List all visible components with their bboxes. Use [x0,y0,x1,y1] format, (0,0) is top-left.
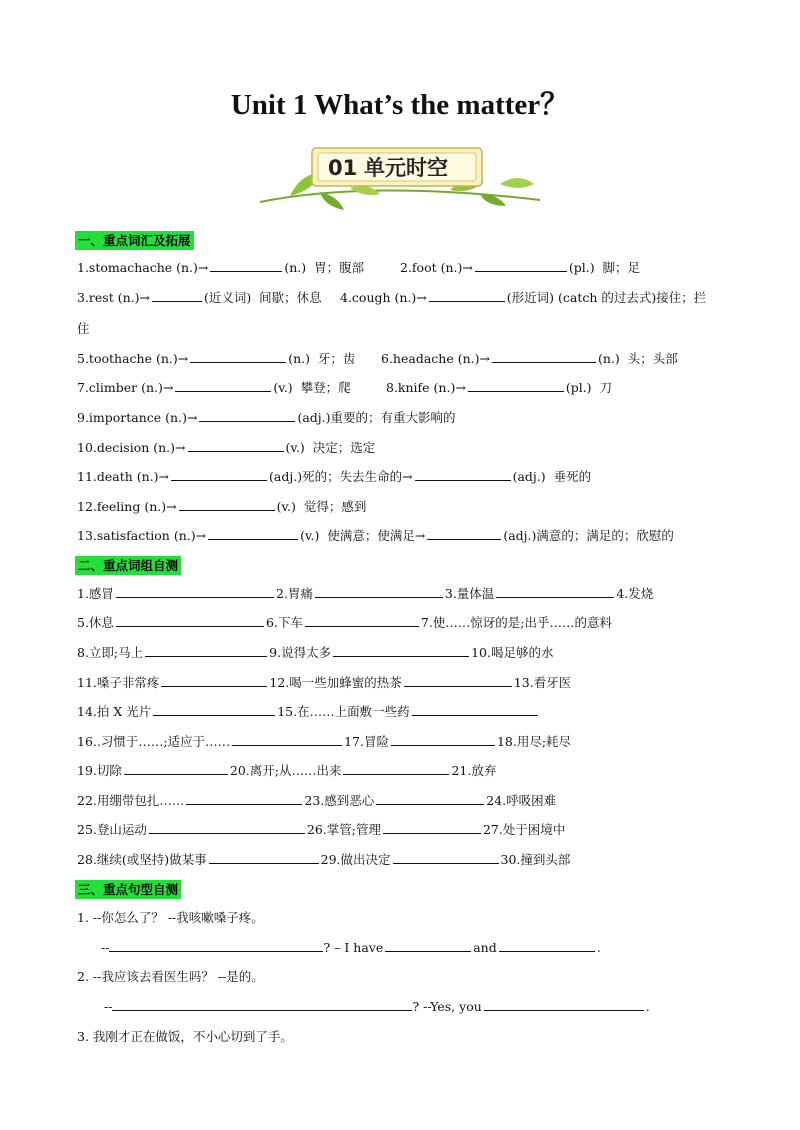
vocab-line-7: 7.climber (n.)→ (v.) 攀登；爬 [77,380,351,395]
phrase-row-8: 22.用绷带包扎…… 23.感到恶心 24.呼吸困难 [77,793,557,808]
sentence-3-prompt: 3. 我刚才正在做饭，不小心切到了手。 [77,1029,293,1044]
vocab-line-1: 1.stomachache (n.)→ (n.) 胃；腹部 [77,260,365,275]
page-title: Unit 1 What’s the matter？ [230,89,570,121]
vocab-line-12: 12.feeling (n.)→ (v.) 觉得；感到 [77,499,367,514]
vocab-line-6: 6.headache (n.)→ (n.) 头；头部 [381,351,678,366]
sentence-2-prompt: 2. --我应该去看医生吗？ --是的。 [77,969,264,984]
banner-text: 单元时空 [364,156,448,180]
vocab-line-5: 5.toothache (n.)→ (n.) 牙；齿 [77,351,356,366]
sentence-1-prompt: 1. --你怎么了？ --我咳嗽嗓子疼。 [77,910,264,925]
vocab-line-10: 10.decision (n.)→ (v.) 决定；选定 [77,440,376,455]
vocab-line-9: 9.importance (n.)→ (adj.)重要的；有重大影响的 [77,410,456,425]
phrase-row-2: 5.休息 6.下车 7.使……惊讶的是;出乎……的意料 [77,615,613,630]
phrase-row-9: 25.登山运动 26.掌管;管理 27.处于困境中 [77,822,566,837]
vocab-line-2: 2.foot (n.)→ (pl.) 脚；足 [400,260,641,275]
section-banner [250,140,550,216]
vocab-line-8: 8.knife (n.)→ (pl.) 刀 [386,380,612,395]
phrase-row-5: 14.拍 X 光片 15.在……上面敷一些药 [77,703,540,721]
phrase-row-4: 11.嗓子非常疼 12.喝一些加蜂蜜的热茶 13.看牙医 [77,675,572,690]
banner-number: 01 [328,156,358,180]
phrase-row-10: 28.继续(或坚持)做某事 29.做出决定 30.撞到头部 [77,852,571,867]
phrase-row-7: 19.切除 20.离开;从……出来 21.放弃 [77,763,497,778]
section-heading-vocab: 一、重点词汇及拓展 [75,231,194,250]
sentence-2-answer: -- ? --Yes, you . [104,999,650,1014]
vocab-line-13: 13.satisfaction (n.)→ (v.) 使满意；使满足→ (adj.)满意的；满足的；欣慰的 [77,528,674,543]
phrase-row-6: 16..习惯于……;适应于…… 17.冒险 18.用尽;耗尽 [77,734,572,749]
vocab-line-4: 4.cough (n.)→ (形近词) (catch 的过去式)接住；拦 [340,290,707,305]
section-heading-sentences: 三、重点句型自测 [75,880,181,899]
sentence-1-answer: -- ? – I have and . [101,940,601,955]
vocab-line-11: 11.death (n.)→ (adj.)死的；失去生命的→ (adj.) 垂死的 [77,469,592,484]
phrase-row-1: 1.感冒 2.胃痛 3.量体温 4.发烧 [77,586,654,601]
vocab-line-3: 3.rest (n.)→ (近义词) 间歇；休息 [77,290,322,305]
section-heading-phrases: 二、重点词组自测 [75,556,181,575]
phrase-row-3: 8.立即;马上 9.说得太多 10.喝足够的水 [77,645,554,660]
vocab-line-4-cont: 住 [77,321,90,336]
